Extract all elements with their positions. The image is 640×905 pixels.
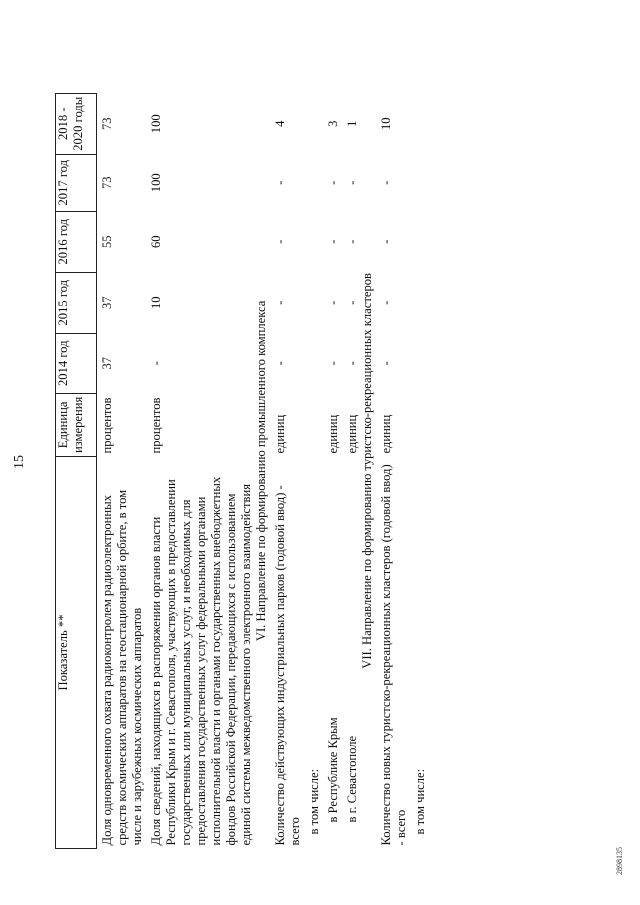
- table-row: [145, 93, 254, 848]
- unit-cell: единиц: [379, 414, 393, 454]
- section-title: VII. Направление по формированию туристско-рекреационных кластеров: [360, 273, 374, 669]
- page-number: 15: [12, 455, 27, 469]
- value-cell-2015: [303, 272, 322, 333]
- value-cell-2018: 1: [345, 120, 359, 127]
- table-row: [409, 93, 428, 848]
- indicator-cell: в том числе:: [413, 768, 427, 835]
- value-cell-2014: 37: [100, 356, 114, 370]
- section-title: VI. Направление по формированию промышленного комплекса: [254, 300, 268, 642]
- table-row: [97, 93, 146, 848]
- value-cell-2014: -: [326, 361, 340, 366]
- value-cell-2015: 10: [149, 296, 163, 310]
- indicator-cell: Количество действующих индустриальных парков (годовой ввод) - всего: [273, 485, 302, 846]
- value-cell-2016: [303, 211, 322, 272]
- section-row: [360, 93, 375, 848]
- value-cell-2014: -: [379, 361, 393, 366]
- indicator-cell: в г. Севастополе: [345, 735, 359, 823]
- value-cell-2015: -: [273, 300, 287, 305]
- header-2018-2020: 2018 - 2020 годы: [56, 93, 97, 154]
- header-indicator: Показатель **: [56, 457, 97, 849]
- document-code: 2898135: [615, 847, 624, 875]
- header-2017: 2017 год: [56, 154, 97, 211]
- indicator-cell: Доля сведений, находящихся в распоряжении органов власти Республики Крым и г. Севастополя, участвующих в предоставлении государственных или муниципальных услуг, и необходимых для предоставления государственных услуг федеральными органами исполнительной власти и органами государственных внебюджетных фондов Российской Федерации, передающихся с использованием единой системы межведомственного электронного взаимодействия: [149, 476, 253, 846]
- value-cell-2018: [303, 93, 322, 154]
- unit-cell: процентов: [149, 397, 163, 454]
- value-cell-2018: 100: [149, 114, 163, 134]
- value-cell-2014: -: [273, 361, 287, 366]
- header-2015: 2015 год: [56, 272, 97, 333]
- table-row: [303, 93, 322, 848]
- value-cell-2017: -: [326, 180, 340, 185]
- value-cell-2014: -: [345, 361, 359, 366]
- value-cell-2018: 73: [100, 117, 114, 131]
- header-2016: 2016 год: [56, 211, 97, 272]
- table-row: [375, 93, 409, 848]
- unit-cell: единиц: [345, 414, 359, 454]
- table-header-row: [56, 93, 97, 848]
- value-cell-2014: [303, 333, 322, 393]
- value-cell-2016: -: [326, 239, 340, 244]
- table-row: [269, 93, 303, 848]
- indicator-cell: в том числе:: [307, 768, 321, 835]
- value-cell-2017: -: [273, 180, 287, 185]
- unit-cell: [303, 393, 322, 456]
- indicator-cell: в Республике Крым: [326, 717, 340, 823]
- unit-cell: единиц: [326, 414, 340, 454]
- value-cell-2016: [409, 211, 428, 272]
- indicator-table: [55, 93, 428, 849]
- section-row: [254, 93, 269, 848]
- unit-cell: [409, 393, 428, 456]
- value-cell-2016: -: [379, 239, 393, 244]
- header-2014: 2014 год: [56, 333, 97, 393]
- value-cell-2018: 4: [273, 120, 287, 127]
- value-cell-2015: [409, 272, 428, 333]
- value-cell-2018: [409, 93, 428, 154]
- value-cell-2017: -: [345, 180, 359, 185]
- value-cell-2016: 60: [149, 235, 163, 249]
- value-cell-2017: [409, 154, 428, 211]
- unit-cell: единиц: [273, 414, 287, 454]
- value-cell-2015: -: [345, 300, 359, 305]
- value-cell-2018: 10: [379, 117, 393, 131]
- value-cell-2014: -: [149, 361, 163, 366]
- value-cell-2017: 100: [149, 173, 163, 193]
- value-cell-2015: -: [326, 300, 340, 305]
- value-cell-2017: 73: [100, 176, 114, 190]
- table-row: [322, 93, 341, 848]
- value-cell-2017: -: [379, 180, 393, 185]
- header-unit: Единица измерения: [56, 393, 97, 456]
- unit-cell: процентов: [100, 397, 114, 454]
- value-cell-2015: -: [379, 300, 393, 305]
- value-cell-2016: -: [273, 239, 287, 244]
- table-row: [341, 93, 360, 848]
- value-cell-2016: 55: [100, 235, 114, 249]
- value-cell-2018: 3: [326, 120, 340, 127]
- value-cell-2017: [303, 154, 322, 211]
- value-cell-2016: -: [345, 239, 359, 244]
- indicator-cell: Доля одновременного охвата радиоконтролем радиоэлектронных средств космических аппаратов на геостационарной орбите, в том числе и зарубежных космических аппаратов: [100, 489, 144, 846]
- value-cell-2015: 37: [100, 296, 114, 310]
- indicator-cell: Количество новых туристско-рекреационных кластеров (годовой ввод) - всего: [379, 464, 408, 846]
- value-cell-2014: [409, 333, 428, 393]
